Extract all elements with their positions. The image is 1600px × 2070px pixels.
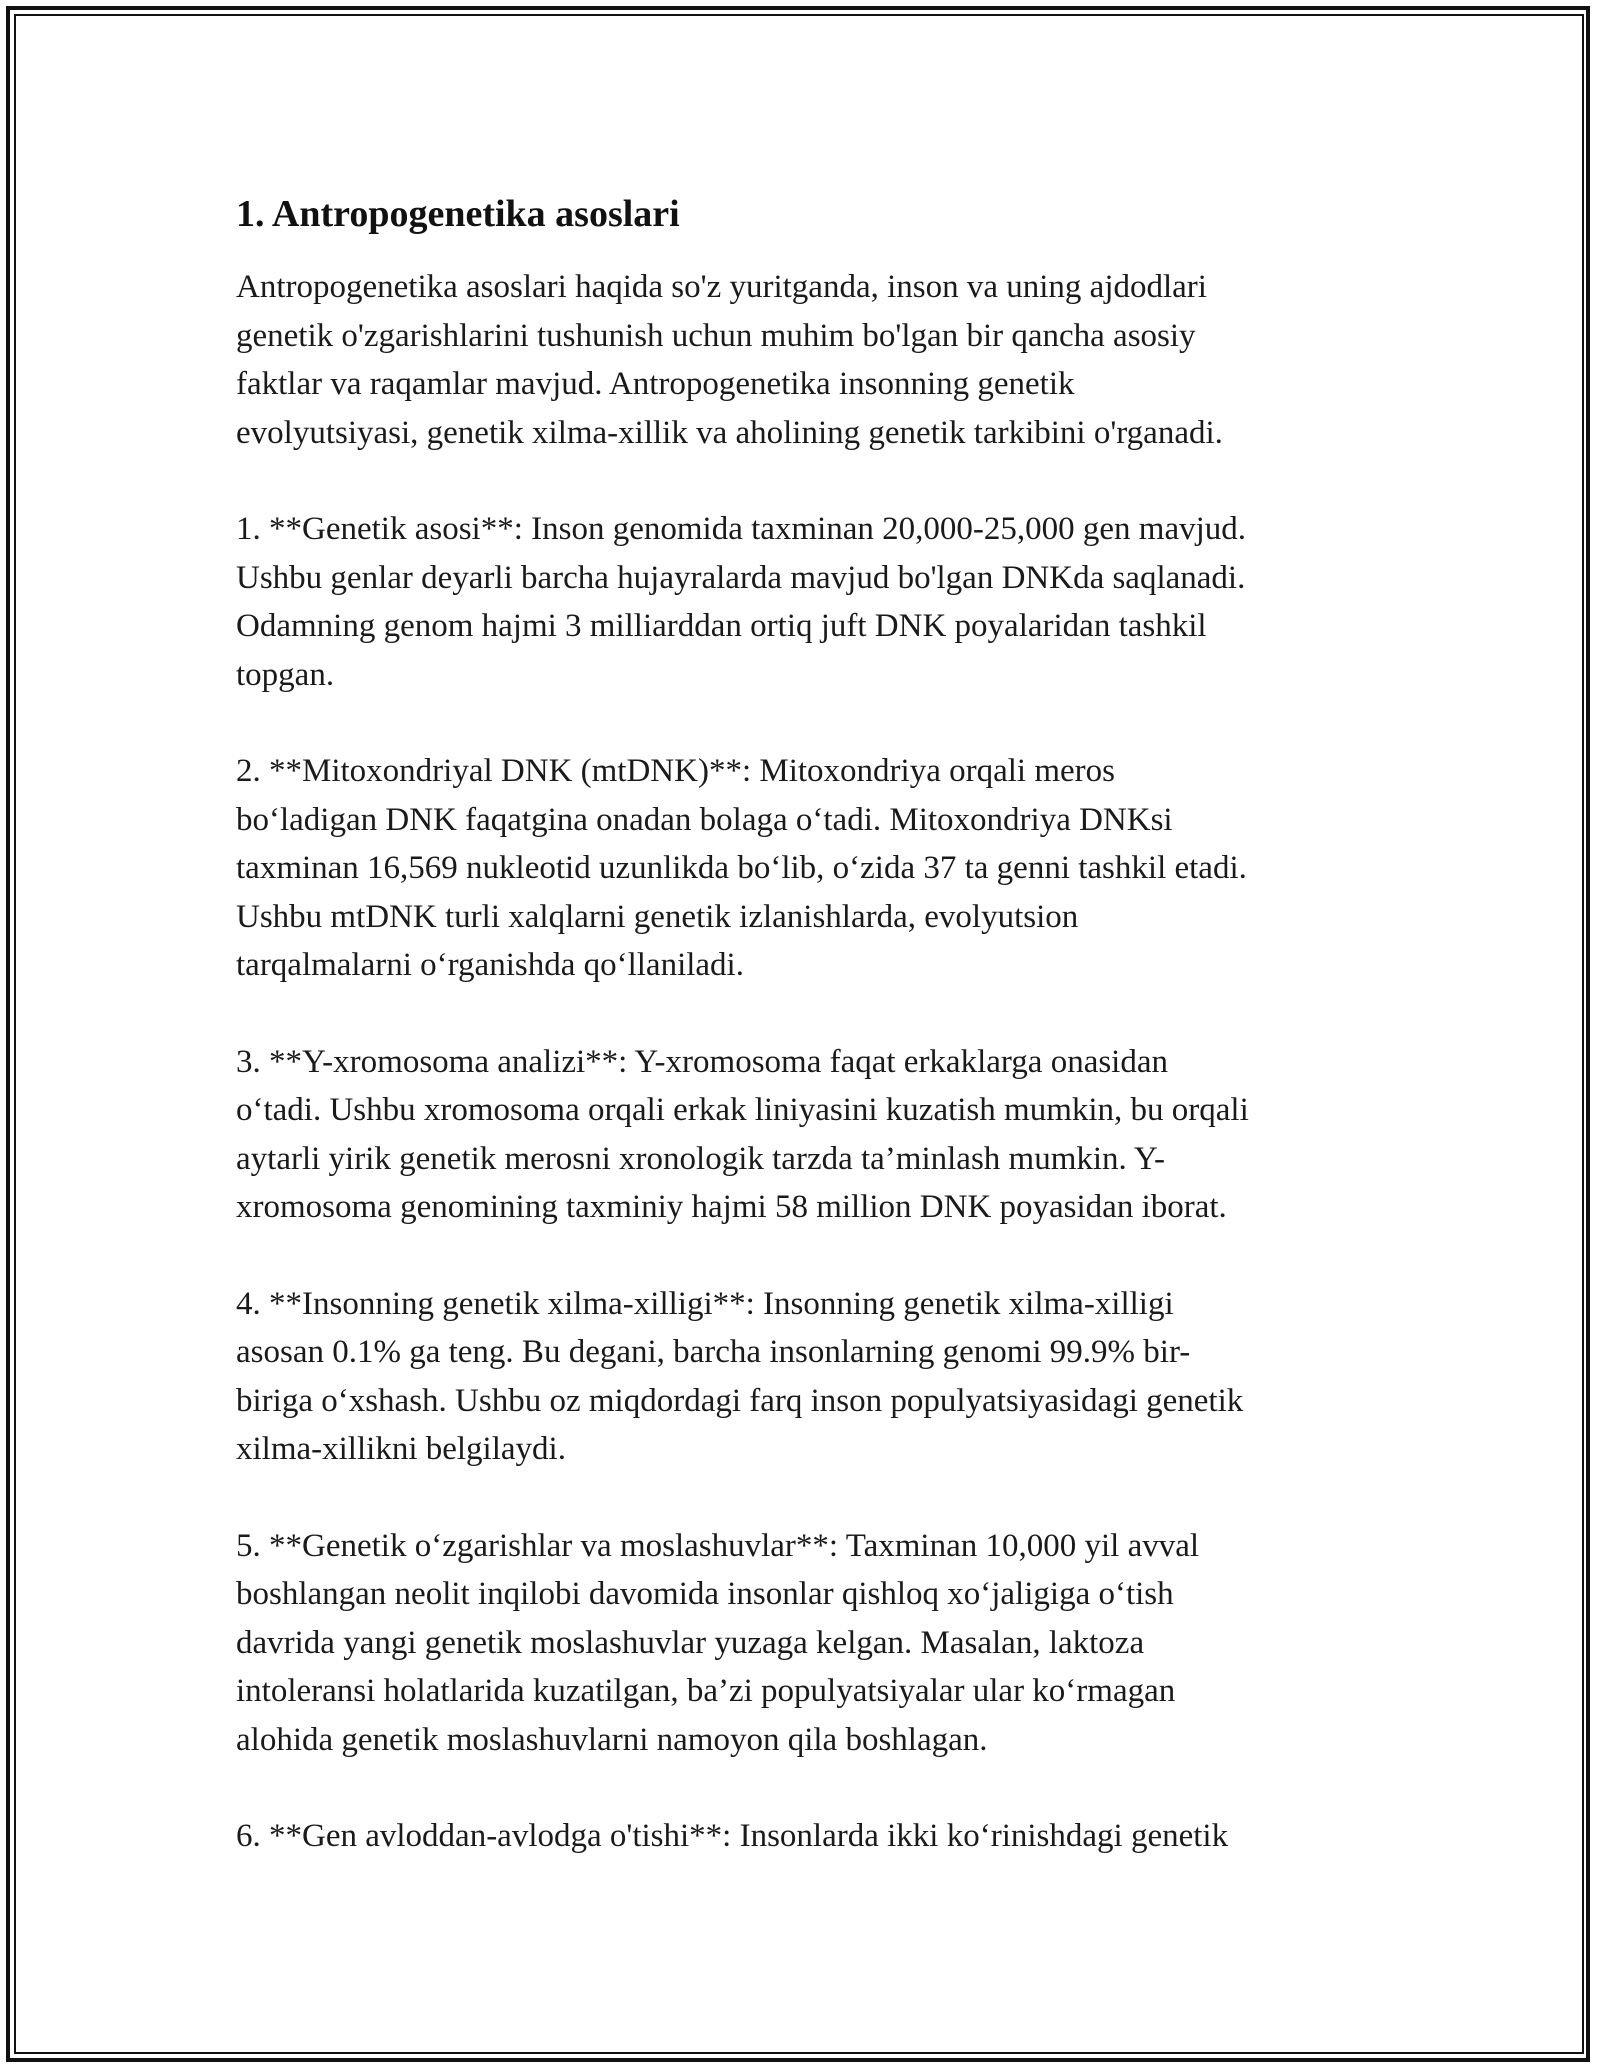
- list-item-line: 4. **Insonning genetik xilma-xilligi**: Insonning genetik xilma-xilligi: [236, 1285, 1174, 1322]
- list-item-line: 6. **Gen avloddan-avlodga o'tishi**: Insonlarda ikki ko‘rinishdagi genetik: [236, 1818, 1229, 1854]
- list-item-line: davrida yangi genetik moslashuvlar yuzaga kelgan. Masalan, laktoza: [236, 1624, 1145, 1661]
- intro-paragraph: [236, 263, 1376, 457]
- list-item-line: Ushbu mtDNK turli xalqlarni genetik izlanishlarda, evolyutsion: [236, 898, 1079, 935]
- document-body: [236, 185, 1376, 1861]
- intro-line: genetik o'zgarishlarini tushunish uchun muhim bo'lgan bir qancha asosiy: [236, 317, 1196, 354]
- list-item-line: taxminan 16,569 nukleotid uzunlikda bo‘lib, o‘zida 37 ta genni tashkil etadi.: [236, 850, 1247, 886]
- list-item-line: intoleransi holatlarida kuzatilgan, ba’zi populyatsiyalar ular ko‘rmagan: [236, 1673, 1176, 1709]
- list-item-line: alohida genetik moslashuvlarni namoyon qila boshlagan.: [236, 1721, 988, 1758]
- list-item-line: xilma-xillikni belgilaydi.: [236, 1431, 566, 1467]
- list-item-line: topgan.: [236, 656, 335, 693]
- list-item-line: biriga o‘xshash. Ushbu oz miqdordagi farq inson populyatsiyasidagi genetik: [236, 1382, 1244, 1419]
- list-item-genetik-xilma-xillik: [236, 1280, 1376, 1474]
- intro-line: faktlar va raqamlar mavjud. Antropogenetika insonning genetik: [236, 366, 1075, 402]
- list-item-line: 2. **Mitoxondriyal DNK (mtDNK)**: Mitoxondriya orqali meros: [236, 753, 1115, 789]
- list-item-line: 1. **Genetik asosi**: Inson genomida taxminan 20,000-25,000 gen mavjud.: [236, 511, 1247, 547]
- list-item-line: xromosoma genomining taxminiy hajmi 58 million DNK poyasidan iborat.: [236, 1189, 1227, 1225]
- list-item-line: 3. **Y-xromosoma analizi**: Y-xromosoma faqat erkaklarga onasidan: [236, 1043, 1168, 1080]
- list-item-mitoxondriyal-dnk: [236, 747, 1376, 990]
- list-item-line: 5. **Genetik o‘zgarishlar va moslashuvlar**: Taxminan 10,000 yil avval: [236, 1527, 1200, 1564]
- list-item-line: boshlangan neolit inqilobi davomida insonlar qishloq xo‘jaligiga o‘tish: [236, 1576, 1174, 1612]
- list-item-line: Odamning genom hajmi 3 milliarddan ortiq juft DNK poyalaridan tashkil: [236, 608, 1207, 644]
- list-item-gen-avloddan-avlodga: [236, 1812, 1376, 1861]
- list-item-line: asosan 0.1% ga teng. Bu degani, barcha insonlarning genomi 99.9% bir-: [236, 1334, 1191, 1370]
- list-item-line: bo‘ladigan DNK faqatgina onadan bolaga o‘tadi. Mitoxondriya DNKsi: [236, 801, 1173, 838]
- list-item-line: Ushbu genlar deyarli barcha hujayralarda mavjud bo'lgan DNKda saqlanadi.: [236, 559, 1246, 596]
- list-item-line: o‘tadi. Ushbu xromosoma orqali erkak liniyasini kuzatish mumkin, bu orqali: [236, 1092, 1249, 1128]
- list-item-genetik-ozgarishlar: [236, 1522, 1376, 1765]
- list-item-genetik-asosi: [236, 505, 1376, 699]
- list-item-y-xromosoma: [236, 1038, 1376, 1232]
- page-title: 1. Antropogenetika asoslari: [236, 193, 680, 235]
- list-item-line: aytarli yirik genetik merosni xronologik tarzda ta’minlash mumkin. Y-: [236, 1140, 1165, 1177]
- intro-line: Antropogenetika asoslari haqida so'z yuritganda, inson va uning ajdodlari: [236, 269, 1207, 305]
- intro-line: evolyutsiyasi, genetik xilma-xillik va aholining genetik tarkibini o'rganadi.: [236, 414, 1223, 451]
- list-item-line: tarqalmalarni o‘rganishda qo‘llaniladi.: [236, 947, 744, 983]
